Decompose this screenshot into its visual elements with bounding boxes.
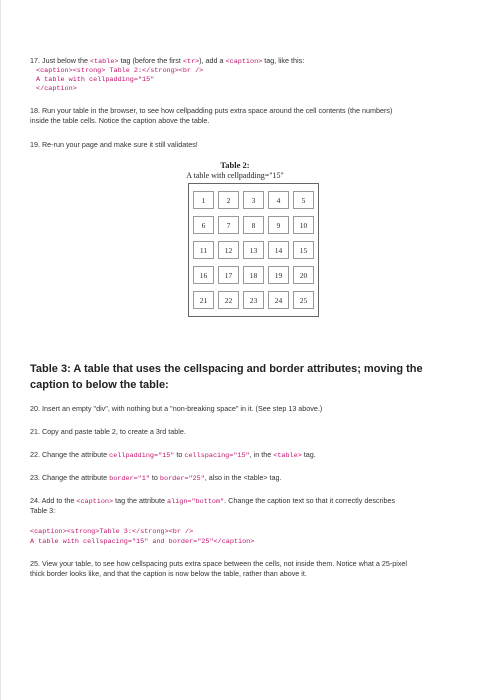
step-24-text: tag the attribute [113,496,168,505]
table-cell: 22 [218,291,239,309]
table-cell: 20 [293,266,314,284]
code-tr-tag: <tr> [182,58,200,66]
code-table-tag: <table> [273,452,302,460]
step-22-text: , in the [249,450,274,459]
step-24-instruction [30,496,475,507]
table-row [193,241,314,259]
step-17-text: 17. Just below the [30,56,90,65]
code-table-tag: <table> [89,58,119,66]
step-23-text: 23. Change the attribute [30,473,110,482]
table-row [193,266,314,284]
table-cell: 3 [243,191,264,209]
step-24-line-2: Table 3: [30,506,56,515]
step-22-text: tag. [301,450,316,459]
code-line: <caption><strong> Table 2:</strong><br /> [36,67,204,75]
step-22-text: 22. Change the attribute [30,450,110,459]
step-23-text: , also in the <table> tag. [204,473,282,482]
code-cellpadding: cellpadding="15" [109,452,175,460]
step-17-text: tag (before the first [118,56,183,65]
table-cell: 10 [293,216,314,234]
table-cell: 21 [193,291,214,309]
code-cellspacing: cellspacing="15" [184,452,250,460]
table-2-caption-title: Table 2: [220,160,250,170]
step-19-text: 19. Re-run your page and make sure it still validates! [30,140,198,149]
table-cell: 1 [193,191,214,209]
table-cell: 24 [268,291,289,309]
step-25-line-2: thick border looks like, and that the caption is now below the table, rather than above it. [30,569,307,578]
table-cell: 13 [243,241,264,259]
table-2-caption-subtitle: A table with cellpadding="15" [186,171,284,180]
step-24-text: 24. Add to the [30,496,77,505]
step-23-instruction [30,473,470,484]
step-20-text: 20. Insert an empty "div", with nothing but a "non-breaking space" in it. (See step 13 above.) [30,404,323,413]
table-cell: 25 [293,291,314,309]
code-border-25: border="25" [159,475,205,483]
step-17-text: ), add a [199,56,226,65]
table-cell: 16 [193,266,214,284]
table-cell: 7 [218,216,239,234]
table-3-heading-line-1: Table 3: A table that uses the cellspacing and border attributes; moving the [30,363,423,375]
table-cell: 8 [243,216,264,234]
page-edge [0,0,1,700]
code-line: </caption> [36,85,77,93]
step-18-line-1: 18. Run your table in the browser, to see how cellpadding puts extra space around the cell contents (the numbers) [30,106,393,115]
code-caption-tag: <caption> [225,58,263,66]
code-border-1: border="1" [109,475,150,483]
table-cell: 23 [243,291,264,309]
code-align-bottom: align="bottom" [167,498,225,506]
step-22-text: to [174,450,185,459]
table-cell: 19 [268,266,289,284]
code-line: A table with cellspacing="15" and border="25"</caption> [30,538,255,546]
table-cell: 11 [193,241,214,259]
step-25-line-1: 25. View your table, to see how cellspacing puts extra space between the cells, not inside them. Notice what a 25-pixel [30,559,408,568]
step-23-text: to [149,473,160,482]
code-line: A table with cellpadding="15" [36,76,155,84]
table-cell: 4 [268,191,289,209]
table-row [193,216,314,234]
table-cell: 15 [293,241,314,259]
table-3-heading-line-2: caption to below the table: [30,379,169,391]
table-cell: 18 [243,266,264,284]
table-cell: 14 [268,241,289,259]
table-row [193,191,314,209]
table-cell: 5 [293,191,314,209]
table-cell: 12 [218,241,239,259]
table-cell: 9 [268,216,289,234]
table-cell: 6 [193,216,214,234]
step-24-text: . Change the caption text so that it correctly describes [224,496,396,505]
step-22-instruction [30,450,470,461]
step-18-line-2: inside the table cells. Notice the caption above the table. [30,116,210,125]
code-line: <caption><strong>Table 3:</strong><br /> [30,528,194,536]
step-21-text: 21. Copy and paste table 2, to create a 3rd table. [30,427,186,436]
table-row [193,291,314,309]
table-cell: 17 [218,266,239,284]
table-cell: 2 [218,191,239,209]
step-17-text: tag, like this: [262,56,305,65]
table-2 [188,183,319,317]
code-caption-tag: <caption> [76,498,114,506]
